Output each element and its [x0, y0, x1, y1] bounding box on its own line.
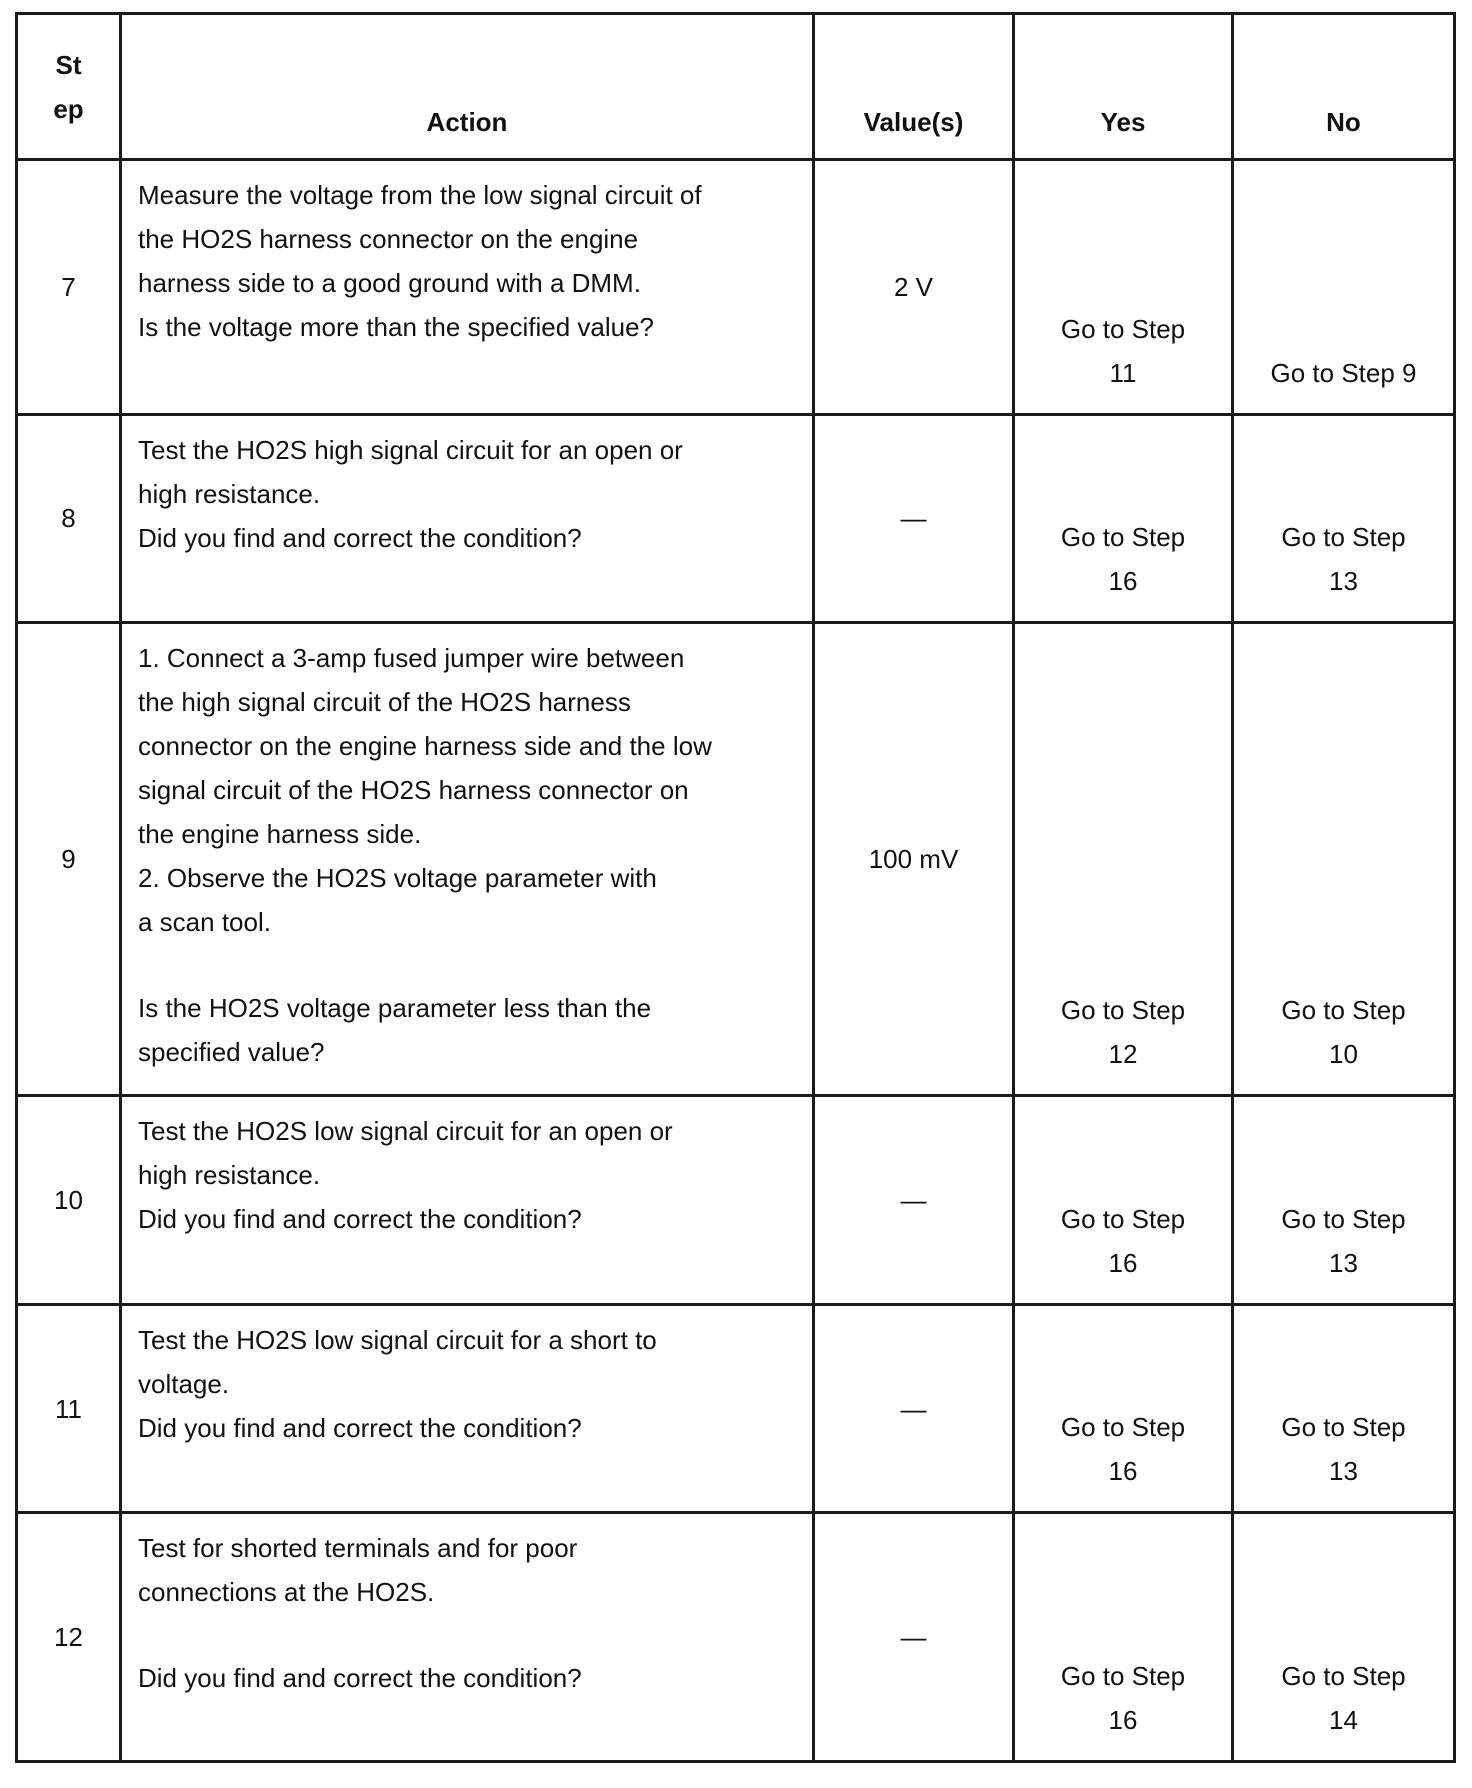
action-line: 2. Observe the HO2S voltage parameter with [138, 863, 657, 894]
action-cell [121, 1096, 814, 1305]
yes-cell [1014, 160, 1233, 415]
action-cell [121, 160, 814, 415]
yes-goto-text: Go to Step [1060, 1412, 1186, 1443]
header-step [17, 14, 121, 160]
yes-goto-text: Go to Step [1060, 1203, 1186, 1234]
action-line: connections at the HO2S. [138, 1577, 435, 1608]
yes-cell [1014, 1304, 1233, 1513]
no-goto-text: Go to Step [1281, 522, 1406, 553]
yes-goto-step-number: 16 [1108, 566, 1138, 597]
action-spacer [138, 1614, 772, 1656]
table-row [17, 1096, 1455, 1305]
yes-goto-text: Go to Step [1060, 522, 1186, 553]
yes-cell [1014, 414, 1233, 623]
action-line: specified value? [138, 1037, 325, 1068]
diagnostic-table [15, 12, 1456, 1763]
no-cell [1233, 1096, 1455, 1305]
table-row [17, 1513, 1455, 1762]
yes-goto-text: Go to Step [1060, 313, 1186, 344]
action-line: a scan tool. [138, 907, 271, 938]
action-line: Is the voltage more than the specified value? [138, 312, 654, 342]
header-step-line2: ep [53, 93, 84, 124]
value-cell: — [814, 1513, 1014, 1762]
header-step-line1: St [55, 49, 82, 80]
action-line: Test for shorted terminals and for poor [138, 1533, 578, 1564]
action-line: Test the HO2S low signal circuit for an open or [138, 1116, 673, 1147]
action-line: Did you find and correct the condition? [138, 1663, 582, 1694]
no-cell [1233, 623, 1455, 1096]
action-line: Test the HO2S high signal circuit for an open or [138, 434, 683, 465]
yes-cell [1014, 1096, 1233, 1305]
no-cell [1233, 1304, 1455, 1513]
value-cell: — [814, 414, 1014, 623]
table-row [17, 1304, 1455, 1513]
no-goto-text: Go to Step 9 [1270, 357, 1417, 388]
action-line: Is the HO2S voltage parameter less than the [138, 993, 652, 1024]
step-number: 9 [17, 623, 121, 1096]
value-cell: — [814, 1096, 1014, 1305]
value-cell: 100 mV [814, 623, 1014, 1096]
yes-goto-text: Go to Step [1060, 1661, 1186, 1691]
no-goto-step-number: 13 [1329, 1456, 1358, 1487]
action-cell [121, 414, 814, 623]
table-row [17, 160, 1455, 415]
no-goto-step-number: 13 [1329, 1247, 1358, 1278]
action-line: connector on the engine harness side and the low [138, 731, 712, 762]
action-line: Measure the voltage from the low signal circuit of [138, 180, 702, 210]
action-line: Did you find and correct the condition? [138, 1412, 582, 1443]
step-number: 12 [17, 1513, 121, 1762]
diagnostic-table-sheet [15, 12, 1453, 1763]
no-goto-text: Go to Step [1281, 1203, 1406, 1234]
header-values: Value(s) [814, 14, 1014, 160]
action-line: voltage. [138, 1368, 230, 1399]
header-row [17, 14, 1455, 160]
header-yes: Yes [1014, 14, 1233, 160]
no-goto-step-number: 13 [1329, 566, 1358, 597]
yes-goto-step-number: 12 [1108, 1039, 1138, 1070]
action-line: high resistance. [138, 478, 321, 509]
yes-cell [1014, 1513, 1233, 1762]
table-row [17, 623, 1455, 1096]
step-number: 7 [17, 160, 121, 415]
no-goto-step-number: 10 [1329, 1039, 1358, 1070]
yes-goto-step-number: 16 [1108, 1247, 1138, 1278]
action-line: high resistance. [138, 1160, 321, 1191]
header-action: Action [121, 14, 814, 160]
action-cell [121, 1513, 814, 1762]
action-spacer [138, 944, 772, 986]
no-cell [1233, 414, 1455, 623]
no-cell [1233, 160, 1455, 415]
yes-goto-step-number: 16 [1108, 1456, 1138, 1487]
header-no: No [1233, 14, 1455, 160]
no-goto-step-number: 14 [1329, 1705, 1358, 1735]
action-line: the engine harness side. [138, 819, 422, 850]
action-line: 1. Connect a 3-amp fused jumper wire between [138, 643, 685, 674]
value-cell: — [814, 1304, 1014, 1513]
yes-cell [1014, 623, 1233, 1096]
yes-goto-step-number: 16 [1108, 1705, 1138, 1735]
yes-goto-step-number: 11 [1109, 357, 1137, 388]
value-cell: 2 V [814, 160, 1014, 415]
action-line: signal circuit of the HO2S harness connector on [138, 775, 689, 806]
table-row [17, 414, 1455, 623]
action-cell [121, 623, 814, 1096]
no-goto-text: Go to Step [1281, 1661, 1406, 1691]
no-cell [1233, 1513, 1455, 1762]
action-line: Test the HO2S low signal circuit for a short to [138, 1324, 657, 1355]
action-line: Did you find and correct the condition? [138, 522, 582, 553]
no-goto-text: Go to Step [1281, 995, 1406, 1026]
action-cell [121, 1304, 814, 1513]
action-line: harness side to a good ground with a DMM. [138, 268, 641, 298]
step-number: 11 [17, 1304, 121, 1513]
step-number: 10 [17, 1096, 121, 1305]
action-line: Did you find and correct the condition? [138, 1204, 582, 1235]
step-number: 8 [17, 414, 121, 623]
action-line: the high signal circuit of the HO2S harness [138, 687, 631, 718]
yes-goto-text: Go to Step [1060, 995, 1186, 1026]
no-goto-text: Go to Step [1281, 1412, 1406, 1443]
action-line: the HO2S harness connector on the engine [138, 224, 639, 254]
